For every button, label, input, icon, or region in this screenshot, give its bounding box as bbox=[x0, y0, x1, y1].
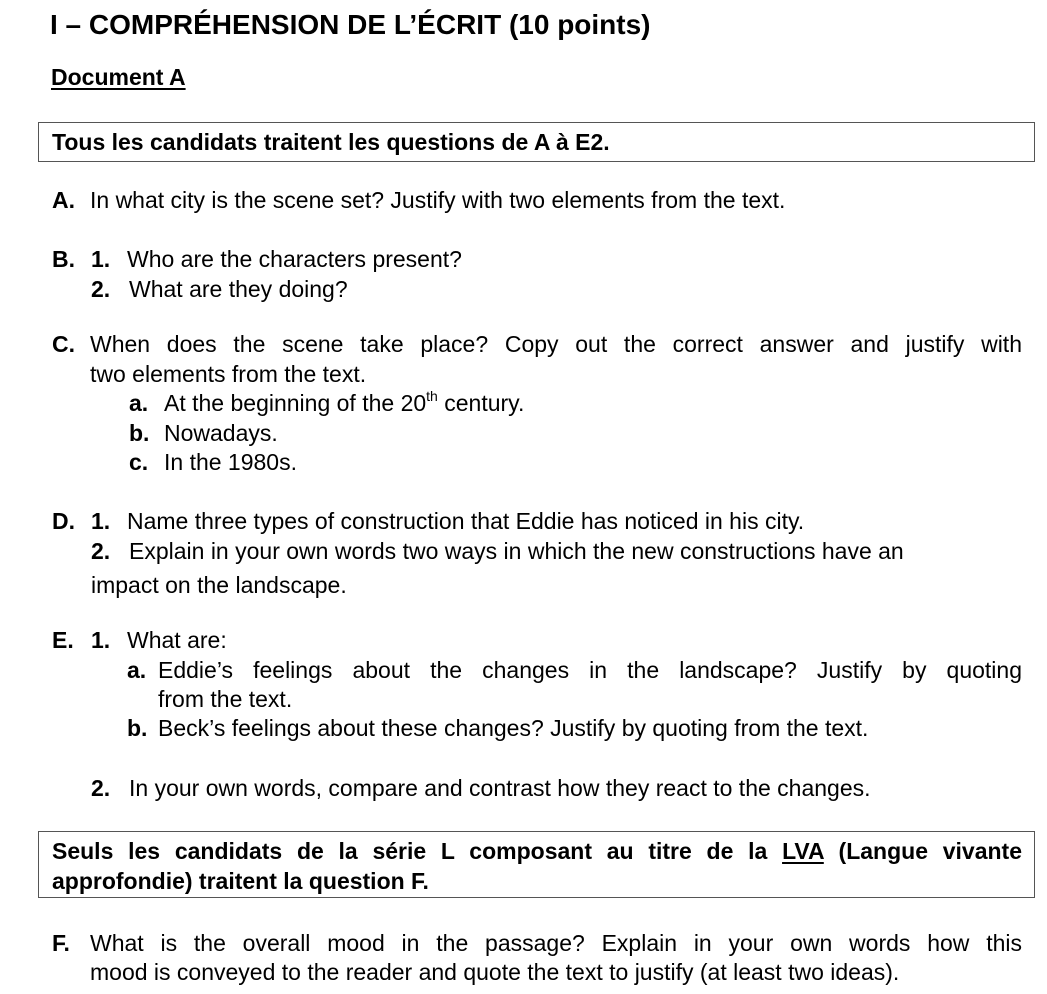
option-b-label: b. bbox=[129, 420, 150, 446]
question-e-letter: E. bbox=[52, 627, 74, 653]
question-e1a-label: a. bbox=[127, 657, 147, 683]
question-c-letter: C. bbox=[52, 331, 75, 357]
superscript-th: th bbox=[426, 388, 438, 404]
question-d1-number: 1. bbox=[91, 508, 111, 534]
question-e1-number: 1. bbox=[91, 627, 111, 653]
section-title: I – COMPRÉHENSION DE L’ÉCRIT (10 points) bbox=[50, 9, 651, 40]
question-b1-text: Who are the characters present? bbox=[127, 246, 462, 272]
question-b1-number: 1. bbox=[91, 246, 111, 272]
option-a-label: a. bbox=[129, 390, 149, 416]
question-d1-text: Name three types of construction that Eddie has noticed in his city. bbox=[127, 508, 805, 534]
question-e1a-line2: from the text. bbox=[158, 686, 293, 712]
document-label: Document A bbox=[51, 64, 186, 90]
question-d-letter: D. bbox=[52, 508, 75, 534]
question-e1a-line1: Eddie’s feelings about the changes in the landscape? Justify by quoting bbox=[158, 657, 1022, 683]
question-d2-text-cont: impact on the landscape. bbox=[91, 572, 347, 598]
question-f-line2: mood is conveyed to the reader and quote the text to justify (at least two ideas). bbox=[90, 959, 900, 985]
question-f-letter: F. bbox=[52, 930, 70, 956]
question-c-line2: two elements from the text. bbox=[90, 361, 367, 387]
question-f-line1: What is the overall mood in the passage? Explain in your own words how this bbox=[90, 930, 1022, 956]
option-b-text: Nowadays. bbox=[164, 420, 278, 446]
question-a-text: In what city is the scene set? Justify with two elements from the text. bbox=[90, 187, 786, 213]
option-c-text: In the 1980s. bbox=[164, 449, 297, 475]
lva-box-line2: approfondie) traitent la question F. bbox=[52, 868, 429, 894]
option-a-text: At the beginning of the 20th century. bbox=[164, 388, 525, 416]
question-e2-number: 2. bbox=[91, 775, 111, 801]
question-e2-text: In your own words, compare and contrast how they react to the changes. bbox=[129, 775, 871, 801]
option-c-label: c. bbox=[129, 449, 149, 475]
lva-box-line1: Seuls les candidats de la série L composant au titre de la LVA (Langue vivante bbox=[52, 838, 1022, 864]
instruction-box-text: Tous les candidats traitent les questions de A à E2. bbox=[52, 129, 610, 155]
question-b2-text: What are they doing? bbox=[129, 276, 348, 302]
question-d2-number: 2. bbox=[91, 538, 111, 564]
lva-abbreviation: LVA bbox=[782, 838, 824, 864]
question-b2-number: 2. bbox=[91, 276, 111, 302]
question-e1-text: What are: bbox=[127, 627, 227, 653]
question-c-line1: When does the scene take place? Copy out the correct answer and justify with bbox=[90, 331, 1022, 357]
question-b-letter: B. bbox=[52, 246, 75, 272]
question-d2-text: Explain in your own words two ways in which the new constructions have an bbox=[129, 538, 904, 564]
question-e1b-text: Beck’s feelings about these changes? Justify by quoting from the text. bbox=[158, 715, 869, 741]
question-e1b-label: b. bbox=[127, 715, 148, 741]
question-a-letter: A. bbox=[52, 187, 75, 213]
